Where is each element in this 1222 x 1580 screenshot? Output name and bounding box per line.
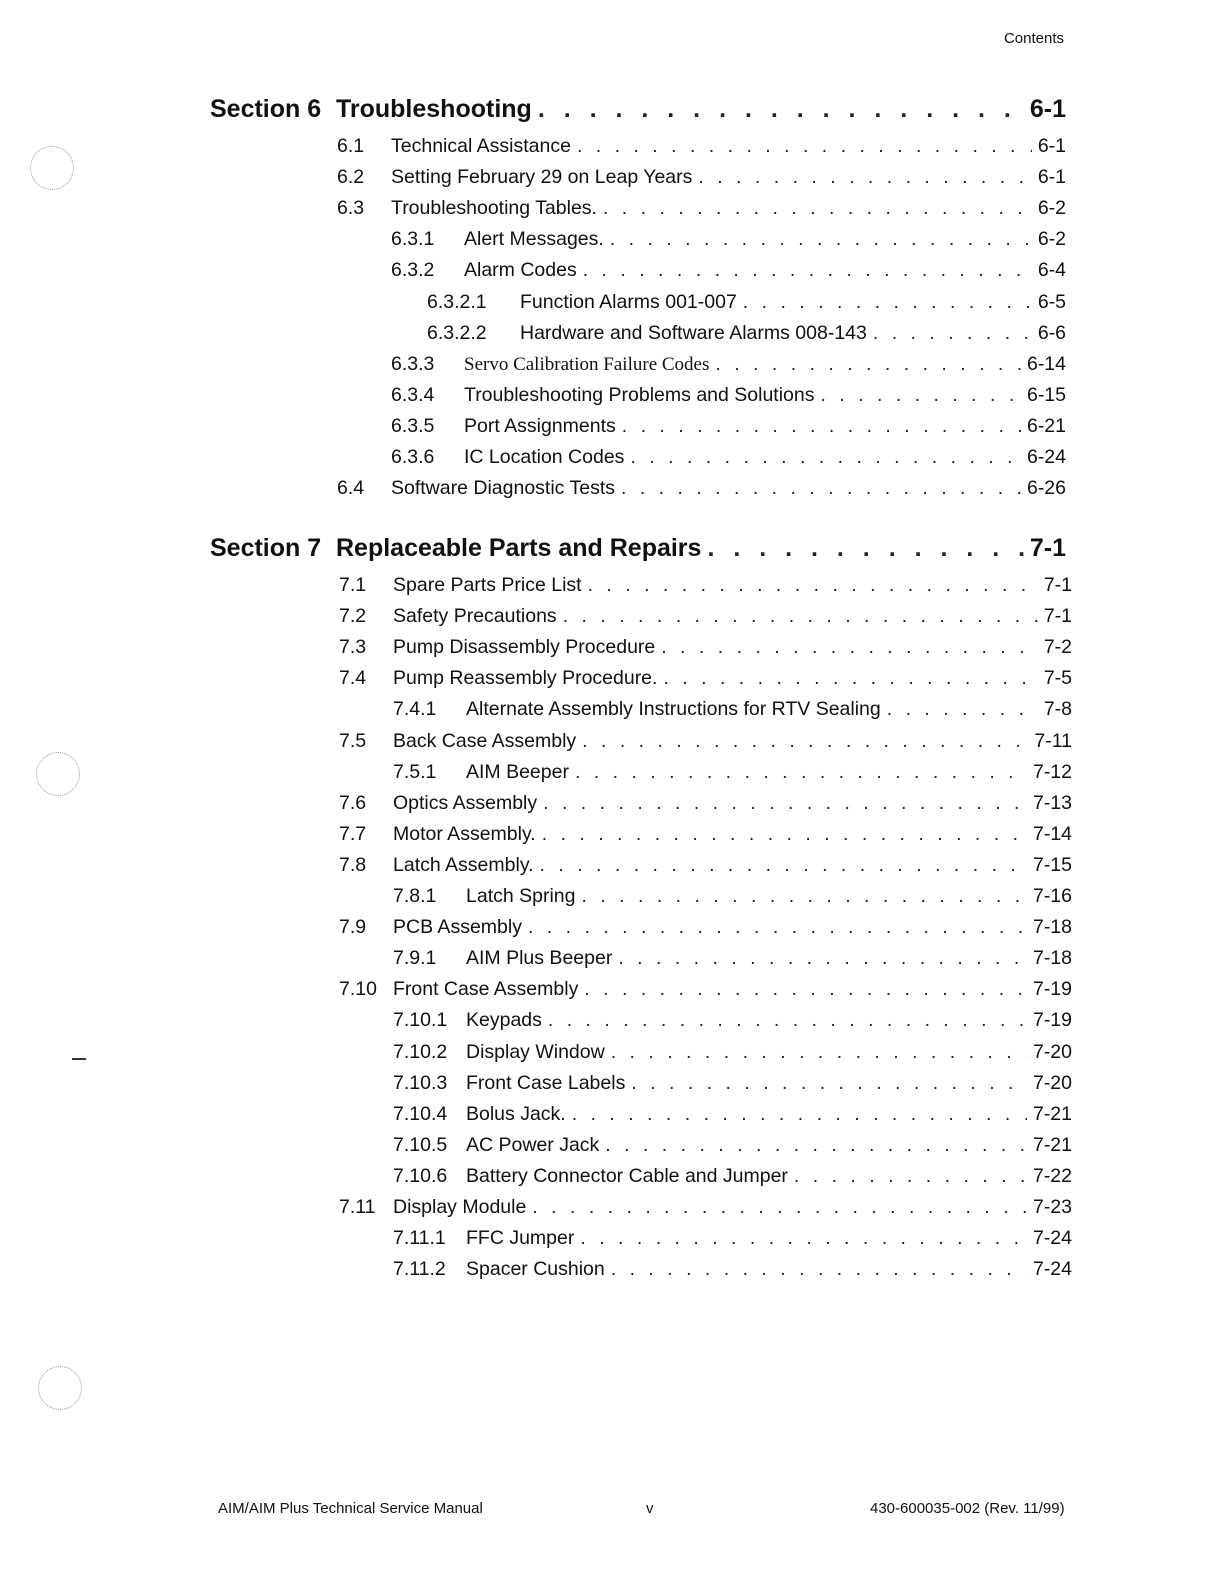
toc-entry-page-number: 7-1: [1043, 605, 1072, 628]
toc-entry-page-number: 6-26: [1026, 477, 1066, 500]
toc-entry-title: Display Module: [393, 1196, 527, 1218]
dot-leader: [743, 291, 1032, 314]
section-page-number: 7-1: [1029, 534, 1066, 562]
section-title: Replaceable Parts and Repairs: [336, 534, 702, 562]
dot-leader: [611, 1041, 1027, 1064]
toc-entry-page-number: 7-21: [1032, 1133, 1072, 1156]
dot-leader: [548, 1009, 1027, 1032]
toc-entry-number: 6.1: [337, 135, 365, 157]
toc-entry-number: 6.3: [337, 197, 365, 220]
toc-entry-page-number: 7-5: [1043, 667, 1072, 690]
toc-entry-number: 7.3: [339, 636, 367, 659]
margin-mark: [72, 1058, 86, 1060]
toc-entry-number: 7.8.1: [393, 885, 437, 907]
toc-entry-number: 7.11.1: [393, 1227, 446, 1250]
toc-entry[interactable]: [339, 854, 1072, 877]
toc-entry-page-number: 7-12: [1032, 760, 1072, 783]
toc-entry-page-number: 7-20: [1032, 1071, 1072, 1094]
toc-entry-number: 6.3.6: [391, 446, 435, 468]
toc-entry-title: Function Alarms 001-007: [520, 290, 737, 313]
toc-entry[interactable]: [427, 291, 1066, 314]
toc-entry[interactable]: [391, 384, 1066, 407]
dot-leader: [610, 228, 1032, 251]
toc-entry[interactable]: [339, 978, 1072, 1001]
dot-leader: [611, 1258, 1027, 1281]
toc-entry-page-number: 7-11: [1034, 729, 1072, 752]
toc-entry-title: AIM Plus Beeper: [466, 947, 613, 970]
toc-entry-page-number: 6-1: [1037, 135, 1066, 157]
toc-entry[interactable]: [337, 135, 1066, 158]
toc-entry-title: Software Diagnostic Tests: [391, 477, 615, 500]
toc-entry[interactable]: [337, 166, 1066, 189]
toc-entry-page-number: 7-22: [1032, 1164, 1072, 1187]
toc-entry-number: 6.3.2.1: [427, 290, 487, 313]
toc-entry-page-number: 6-14: [1026, 352, 1066, 375]
toc-entry-number: 7.10: [339, 978, 377, 1001]
toc-entry[interactable]: [339, 730, 1072, 753]
toc-entry-page-number: 6-2: [1037, 228, 1066, 251]
toc-entry[interactable]: [393, 1041, 1072, 1064]
toc-entry[interactable]: [391, 415, 1066, 438]
dot-leader: [583, 259, 1032, 282]
dot-leader: [528, 916, 1027, 939]
toc-entry-number: 6.4: [337, 477, 365, 500]
dot-leader: [707, 534, 1023, 563]
dot-leader: [821, 384, 1021, 407]
toc-entry-number: 6.3.2: [391, 259, 435, 282]
dot-leader: [540, 854, 1027, 877]
dot-leader: [621, 477, 1021, 500]
toc-entry-number: 7.4.1: [393, 698, 437, 721]
toc-entry-number: 6.3.1: [391, 228, 435, 251]
toc-entry-number: 7.2: [339, 605, 367, 628]
toc-entry[interactable]: [393, 1258, 1072, 1281]
page-header: Contents: [1003, 30, 1064, 47]
toc-entry-page-number: 6-5: [1037, 290, 1066, 313]
toc-entry-number: 7.10.2: [393, 1040, 448, 1063]
toc-entry[interactable]: [337, 477, 1066, 500]
footer-document-number: 430-600035-002 (Rev. 11/99): [870, 1500, 1065, 1517]
toc-entry-number: 6.2: [337, 166, 365, 189]
toc-entry[interactable]: [337, 197, 1066, 220]
toc-entry[interactable]: [339, 916, 1072, 939]
toc-entry-page-number: 7-8: [1043, 698, 1072, 721]
toc-entry-title: PCB Assembly: [393, 916, 522, 939]
toc-entry[interactable]: [393, 1134, 1072, 1157]
toc-entry-title: Troubleshooting Problems and Solutions: [464, 383, 815, 406]
toc-entry-title: Back Case Assembly: [393, 729, 577, 752]
toc-entry-title: Bolus Jack.: [466, 1102, 566, 1125]
toc-entry-number: 6.3.2.2: [427, 321, 487, 344]
toc-entry-title: IC Location Codes: [464, 446, 625, 468]
dot-leader: [603, 197, 1032, 220]
section-label: Section 7: [210, 534, 322, 562]
toc-entry-title: Alternate Assembly Instructions for RTV Sealing: [466, 698, 881, 721]
toc-entry[interactable]: [339, 792, 1072, 815]
toc-entry[interactable]: [391, 259, 1066, 282]
dot-leader: [794, 1165, 1027, 1188]
toc-entry[interactable]: [339, 823, 1072, 846]
toc-entry-number: 7.9: [339, 916, 367, 939]
dot-leader: [577, 135, 1032, 158]
toc-entry[interactable]: [391, 446, 1066, 469]
toc-entry-number: 6.3.4: [391, 383, 435, 406]
toc-entry-title: Keypads: [466, 1009, 542, 1032]
toc-entry[interactable]: [427, 322, 1066, 345]
toc-entry-title: Alarm Codes: [464, 259, 577, 282]
dot-leader: [631, 1072, 1027, 1095]
toc-entry[interactable]: [339, 605, 1072, 628]
toc-entry-number: 6.3.3: [391, 352, 435, 375]
toc-entry-page-number: 7-18: [1032, 947, 1072, 970]
dot-leader: [715, 353, 1021, 376]
toc-entry-page-number: 6-6: [1037, 321, 1066, 344]
toc-entry-number: 7.11: [339, 1196, 376, 1218]
toc-entry-page-number: 7-15: [1032, 853, 1072, 876]
toc-entry-number: 7.10.3: [393, 1071, 448, 1094]
toc-entry-number: 7.6: [339, 791, 367, 814]
toc-entry-number: 6.3.5: [391, 414, 435, 437]
toc-entry[interactable]: [393, 947, 1072, 970]
toc-entry[interactable]: [391, 228, 1066, 251]
toc-entry-page-number: 7-20: [1032, 1040, 1072, 1063]
dot-leader: [618, 947, 1027, 970]
dot-leader: [663, 667, 1037, 690]
dot-leader: [575, 761, 1027, 784]
toc-entry-title: Front Case Assembly: [393, 978, 579, 1001]
toc-entry-title: Spare Parts Price List: [393, 574, 582, 596]
dot-leader: [661, 636, 1038, 659]
toc-entry-title: Pump Reassembly Procedure.: [393, 667, 658, 690]
dot-leader: [698, 166, 1031, 189]
dot-leader: [542, 823, 1027, 846]
toc-entry-page-number: 7-21: [1032, 1102, 1072, 1125]
toc-entry-page-number: 7-23: [1032, 1196, 1072, 1218]
toc-entry-page-number: 6-15: [1026, 383, 1066, 406]
toc-entry-number: 7.10.4: [393, 1102, 448, 1125]
toc-entry-page-number: 7-24: [1032, 1258, 1072, 1281]
toc-entry-title: FFC Jumper: [466, 1227, 575, 1250]
toc-entry-page-number: 7-18: [1032, 916, 1072, 939]
toc-entry-title: Safety Precautions: [393, 605, 557, 628]
footer-manual-title: AIM/AIM Plus Technical Service Manual: [218, 1500, 483, 1517]
dot-leader: [630, 446, 1021, 469]
dot-leader: [582, 885, 1027, 908]
toc-entry[interactable]: [393, 1103, 1072, 1126]
toc-entry-title: Pump Disassembly Procedure: [393, 636, 656, 659]
dot-leader: [887, 698, 1038, 721]
toc-entry-page-number: 7-13: [1032, 791, 1072, 814]
toc-entry[interactable]: [393, 885, 1072, 908]
toc-entry-number: 7.10.1: [393, 1009, 448, 1032]
dot-leader: [605, 1134, 1027, 1157]
toc-entry-number: 7.5: [339, 729, 367, 752]
section-title: Troubleshooting: [336, 95, 532, 123]
dot-leader: [563, 605, 1038, 628]
toc-entry-number: 7.5.1: [393, 760, 437, 783]
toc-entry-title: Alert Messages.: [464, 228, 604, 251]
dot-leader: [622, 415, 1021, 438]
dot-leader: [584, 978, 1027, 1001]
dot-leader: [532, 1196, 1027, 1219]
section-heading: [210, 95, 1066, 124]
toc-entry-page-number: 7-19: [1032, 1009, 1072, 1032]
dot-leader: [873, 322, 1032, 345]
toc-entry-title: Technical Assistance: [391, 135, 571, 157]
toc-entry-page-number: 6-21: [1026, 414, 1066, 437]
toc-entry-number: 7.9.1: [393, 947, 437, 970]
toc-entry-title: AC Power Jack: [466, 1133, 600, 1156]
toc-entry-page-number: 7-1: [1043, 574, 1072, 596]
section-page-number: 6-1: [1029, 95, 1066, 123]
toc-entry-title: Troubleshooting Tables.: [391, 197, 597, 220]
dot-leader: [580, 1227, 1027, 1250]
toc-entry-title: Latch Spring: [466, 885, 576, 907]
toc-entry[interactable]: [393, 1165, 1072, 1188]
toc-entry[interactable]: [393, 1227, 1072, 1250]
toc-entry-title: Spacer Cushion: [466, 1258, 605, 1281]
toc-entry-page-number: 7-16: [1032, 885, 1072, 907]
toc-entry[interactable]: [393, 1072, 1072, 1095]
toc-entry-page-number: 6-24: [1026, 446, 1066, 468]
toc-entry[interactable]: [393, 698, 1072, 721]
toc-entry-title: Servo Calibration Failure Codes: [464, 353, 710, 375]
toc-entry-title: Battery Connector Cable and Jumper: [466, 1164, 788, 1187]
binder-hole-bottom: [38, 1366, 82, 1410]
toc-entry[interactable]: [339, 1196, 1072, 1219]
toc-entry[interactable]: [393, 1009, 1072, 1032]
toc-entry[interactable]: [339, 667, 1072, 690]
toc-entry-title: Motor Assembly.: [393, 822, 536, 845]
dot-leader: [543, 792, 1027, 815]
toc-entry-number: 7.10.5: [393, 1133, 448, 1156]
toc-entry-number: 7.4: [339, 667, 367, 690]
dot-leader: [582, 730, 1028, 753]
toc-entry-number: 7.11.2: [393, 1258, 446, 1281]
toc-entry-page-number: 7-19: [1032, 978, 1072, 1001]
toc-entry-number: 7.10.6: [393, 1164, 448, 1187]
toc-entry-page-number: 6-4: [1037, 259, 1066, 282]
toc-entry[interactable]: [339, 574, 1072, 597]
toc-entry[interactable]: [393, 761, 1072, 784]
dot-leader: [588, 574, 1038, 597]
toc-entry-page-number: 7-2: [1043, 636, 1072, 659]
toc-entry-title: Setting February 29 on Leap Years: [391, 166, 693, 189]
toc-entry-title: Hardware and Software Alarms 008-143: [520, 321, 867, 344]
binder-hole-top: [30, 146, 74, 190]
toc-entry-page-number: 6-1: [1037, 166, 1066, 189]
toc-entry-number: 7.8: [339, 853, 367, 876]
toc-entry-title: Latch Assembly.: [393, 853, 534, 876]
toc-entry-title: Display Window: [466, 1040, 605, 1063]
toc-entry-number: 7.1: [339, 574, 367, 596]
toc-entry-title: Optics Assembly: [393, 791, 538, 814]
binder-hole-middle: [36, 752, 80, 796]
dot-leader: [572, 1103, 1027, 1126]
toc-entry-title: Front Case Labels: [466, 1071, 626, 1094]
toc-entry[interactable]: [391, 353, 1066, 376]
dot-leader: [538, 95, 1024, 124]
section-heading: [210, 534, 1066, 563]
toc-entry-page-number: 6-2: [1037, 197, 1066, 220]
toc-entry-page-number: 7-14: [1032, 822, 1072, 845]
toc-entry-page-number: 7-24: [1032, 1227, 1072, 1250]
toc-entry[interactable]: [339, 636, 1072, 659]
toc-entry-title: AIM Beeper: [466, 760, 569, 783]
toc-entry-number: 7.7: [339, 822, 367, 845]
toc-entry-title: Port Assignments: [464, 414, 616, 437]
section-label: Section 6: [210, 95, 322, 123]
footer-page-number: v: [646, 1500, 654, 1517]
